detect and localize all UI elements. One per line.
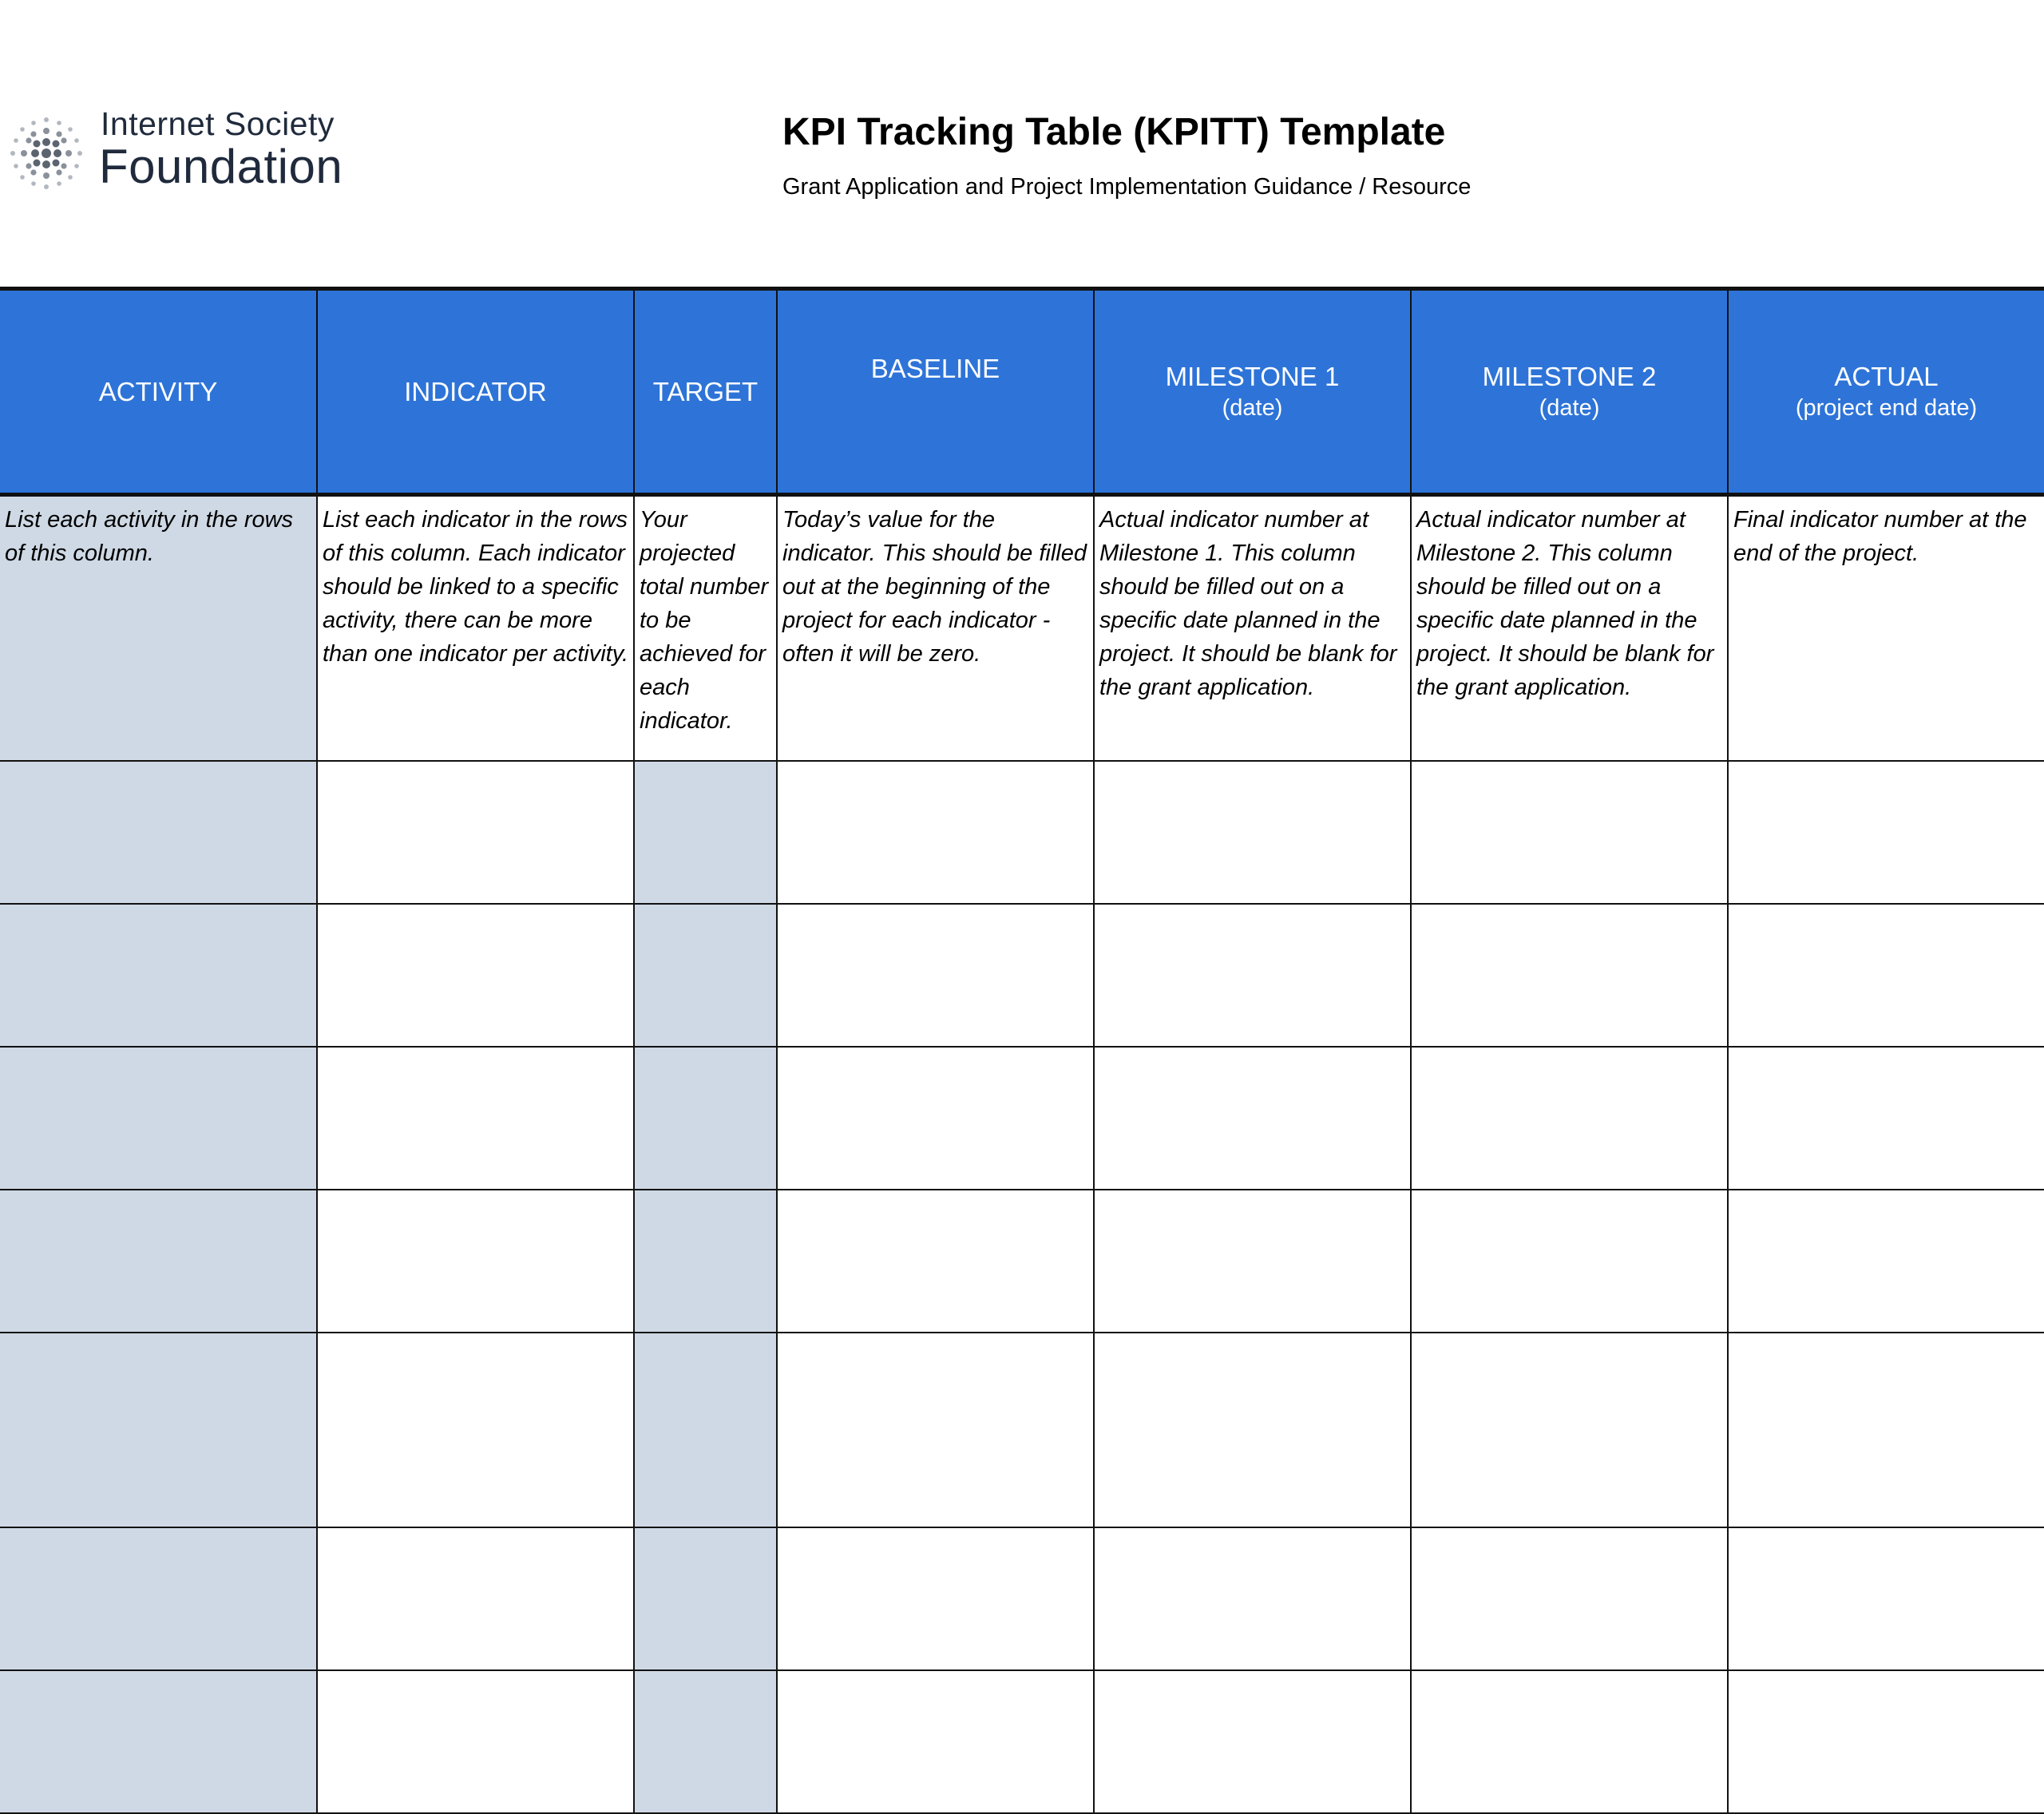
table-cell[interactable] [317, 1527, 634, 1670]
logo-line-2: Foundation [99, 140, 343, 193]
table-cell[interactable] [777, 1670, 1094, 1813]
column-header-sublabel: (date) [1222, 395, 1283, 421]
table-cell[interactable] [634, 1670, 777, 1813]
table-cell[interactable] [1094, 1047, 1411, 1190]
table-cell[interactable] [634, 904, 777, 1047]
guidance-cell-actual: Final indicator number at the end of the project. [1728, 495, 2044, 762]
table-cell[interactable] [1411, 1670, 1728, 1813]
kpi-tracking-table [0, 287, 2044, 1814]
column-header-label: ACTIVITY [98, 376, 218, 406]
table-cell[interactable] [634, 761, 777, 904]
table-cell[interactable] [0, 904, 317, 1047]
column-header-sublabel: (project end date) [1795, 395, 1978, 421]
table-cell[interactable] [777, 761, 1094, 904]
column-header-milestone-1 [1094, 289, 1411, 495]
table-cell[interactable] [1728, 1670, 2044, 1813]
table-cell[interactable] [1728, 1333, 2044, 1527]
table-cell[interactable] [317, 1190, 634, 1333]
table-cell[interactable] [317, 904, 634, 1047]
table-cell[interactable] [1728, 904, 2044, 1047]
table-cell[interactable] [1411, 904, 1728, 1047]
column-header-label: BASELINE [870, 353, 1000, 383]
table-cell[interactable] [317, 1333, 634, 1527]
guidance-cell-target: Your projected total number to be achieved for each indicator. [634, 495, 777, 762]
page-subtitle: Grant Application and Project Implementation Guidance / Resource [782, 174, 1472, 200]
table-cell[interactable] [777, 1047, 1094, 1190]
table-cell[interactable] [1094, 761, 1411, 904]
logo-line-1: Internet Society [101, 105, 335, 142]
table-cell[interactable] [317, 761, 634, 904]
table-row [0, 1670, 2044, 1813]
column-header-sublabel: (date) [1539, 395, 1600, 421]
column-header-target [634, 289, 777, 495]
table-cell[interactable] [317, 1670, 634, 1813]
table-cell[interactable] [0, 1047, 317, 1190]
table-cell[interactable] [634, 1190, 777, 1333]
column-header-baseline [777, 289, 1094, 495]
dot-globe-icon [0, 107, 93, 200]
table-row [0, 1527, 2044, 1670]
column-header-label: INDICATOR [404, 376, 547, 406]
table-cell[interactable] [1094, 904, 1411, 1047]
column-header-label: ACTUAL [1834, 362, 1939, 391]
table-row [0, 1190, 2044, 1333]
table-cell[interactable] [0, 1190, 317, 1333]
table-cell[interactable] [1094, 1670, 1411, 1813]
table-cell[interactable] [1728, 1190, 2044, 1333]
table-cell[interactable] [777, 1527, 1094, 1670]
table-row [0, 761, 2044, 904]
table-cell[interactable] [777, 1190, 1094, 1333]
table-row [0, 1333, 2044, 1527]
guidance-cell-milestone-1: Actual indicator number at Milestone 1. This column should be filled out on a specific date planned in the project. It should be blank for the grant application. [1094, 495, 1411, 762]
table-cell[interactable] [634, 1047, 777, 1190]
column-header-activity [0, 289, 317, 495]
column-header-indicator [317, 289, 634, 495]
table-header-row [0, 289, 2044, 495]
table-cell[interactable] [0, 1527, 317, 1670]
table-cell[interactable] [0, 1670, 317, 1813]
table-cell[interactable] [1411, 1190, 1728, 1333]
guidance-cell-activity: List each activity in the rows of this column. [0, 495, 317, 762]
table-cell[interactable] [634, 1527, 777, 1670]
table-cell[interactable] [1411, 761, 1728, 904]
column-header-label: MILESTONE 2 [1482, 362, 1657, 391]
column-header-milestone-2 [1411, 289, 1728, 495]
table-cell[interactable] [1411, 1527, 1728, 1670]
table-cell[interactable] [1728, 1527, 2044, 1670]
column-header-label: TARGET [652, 376, 759, 406]
table-cell[interactable] [0, 761, 317, 904]
table-cell[interactable] [1094, 1190, 1411, 1333]
guidance-cell-baseline: Today’s value for the indicator. This should be filled out at the beginning of the project for each indicator - often it will be zero. [777, 495, 1094, 762]
table-cell[interactable] [777, 904, 1094, 1047]
column-header-label: MILESTONE 1 [1165, 362, 1340, 391]
table-cell[interactable] [1411, 1047, 1728, 1190]
page-title: KPI Tracking Table (KPITT) Template [782, 111, 1446, 153]
table-row [0, 904, 2044, 1047]
table-cell[interactable] [777, 1333, 1094, 1527]
table-cell[interactable] [317, 1047, 634, 1190]
internet-society-foundation-logo [0, 101, 375, 196]
guidance-cell-milestone-2: Actual indicator number at Milestone 2. This column should be filled out on a specific date planned in the project. It should be blank for the grant application. [1411, 495, 1728, 762]
table-cell[interactable] [1411, 1333, 1728, 1527]
column-header-actual [1728, 289, 2044, 495]
table-row [0, 1047, 2044, 1190]
guidance-cell-indicator: List each indicator in the rows of this column. Each indicator should be linked to a specific activity, there can be more than one indicator per activity. [317, 495, 634, 762]
table-cell[interactable] [1094, 1333, 1411, 1527]
table-cell[interactable] [1094, 1527, 1411, 1670]
guidance-row [0, 495, 2044, 762]
table-cell[interactable] [0, 1333, 317, 1527]
table-cell[interactable] [634, 1333, 777, 1527]
table-cell[interactable] [1728, 761, 2044, 904]
table-cell[interactable] [1728, 1047, 2044, 1190]
